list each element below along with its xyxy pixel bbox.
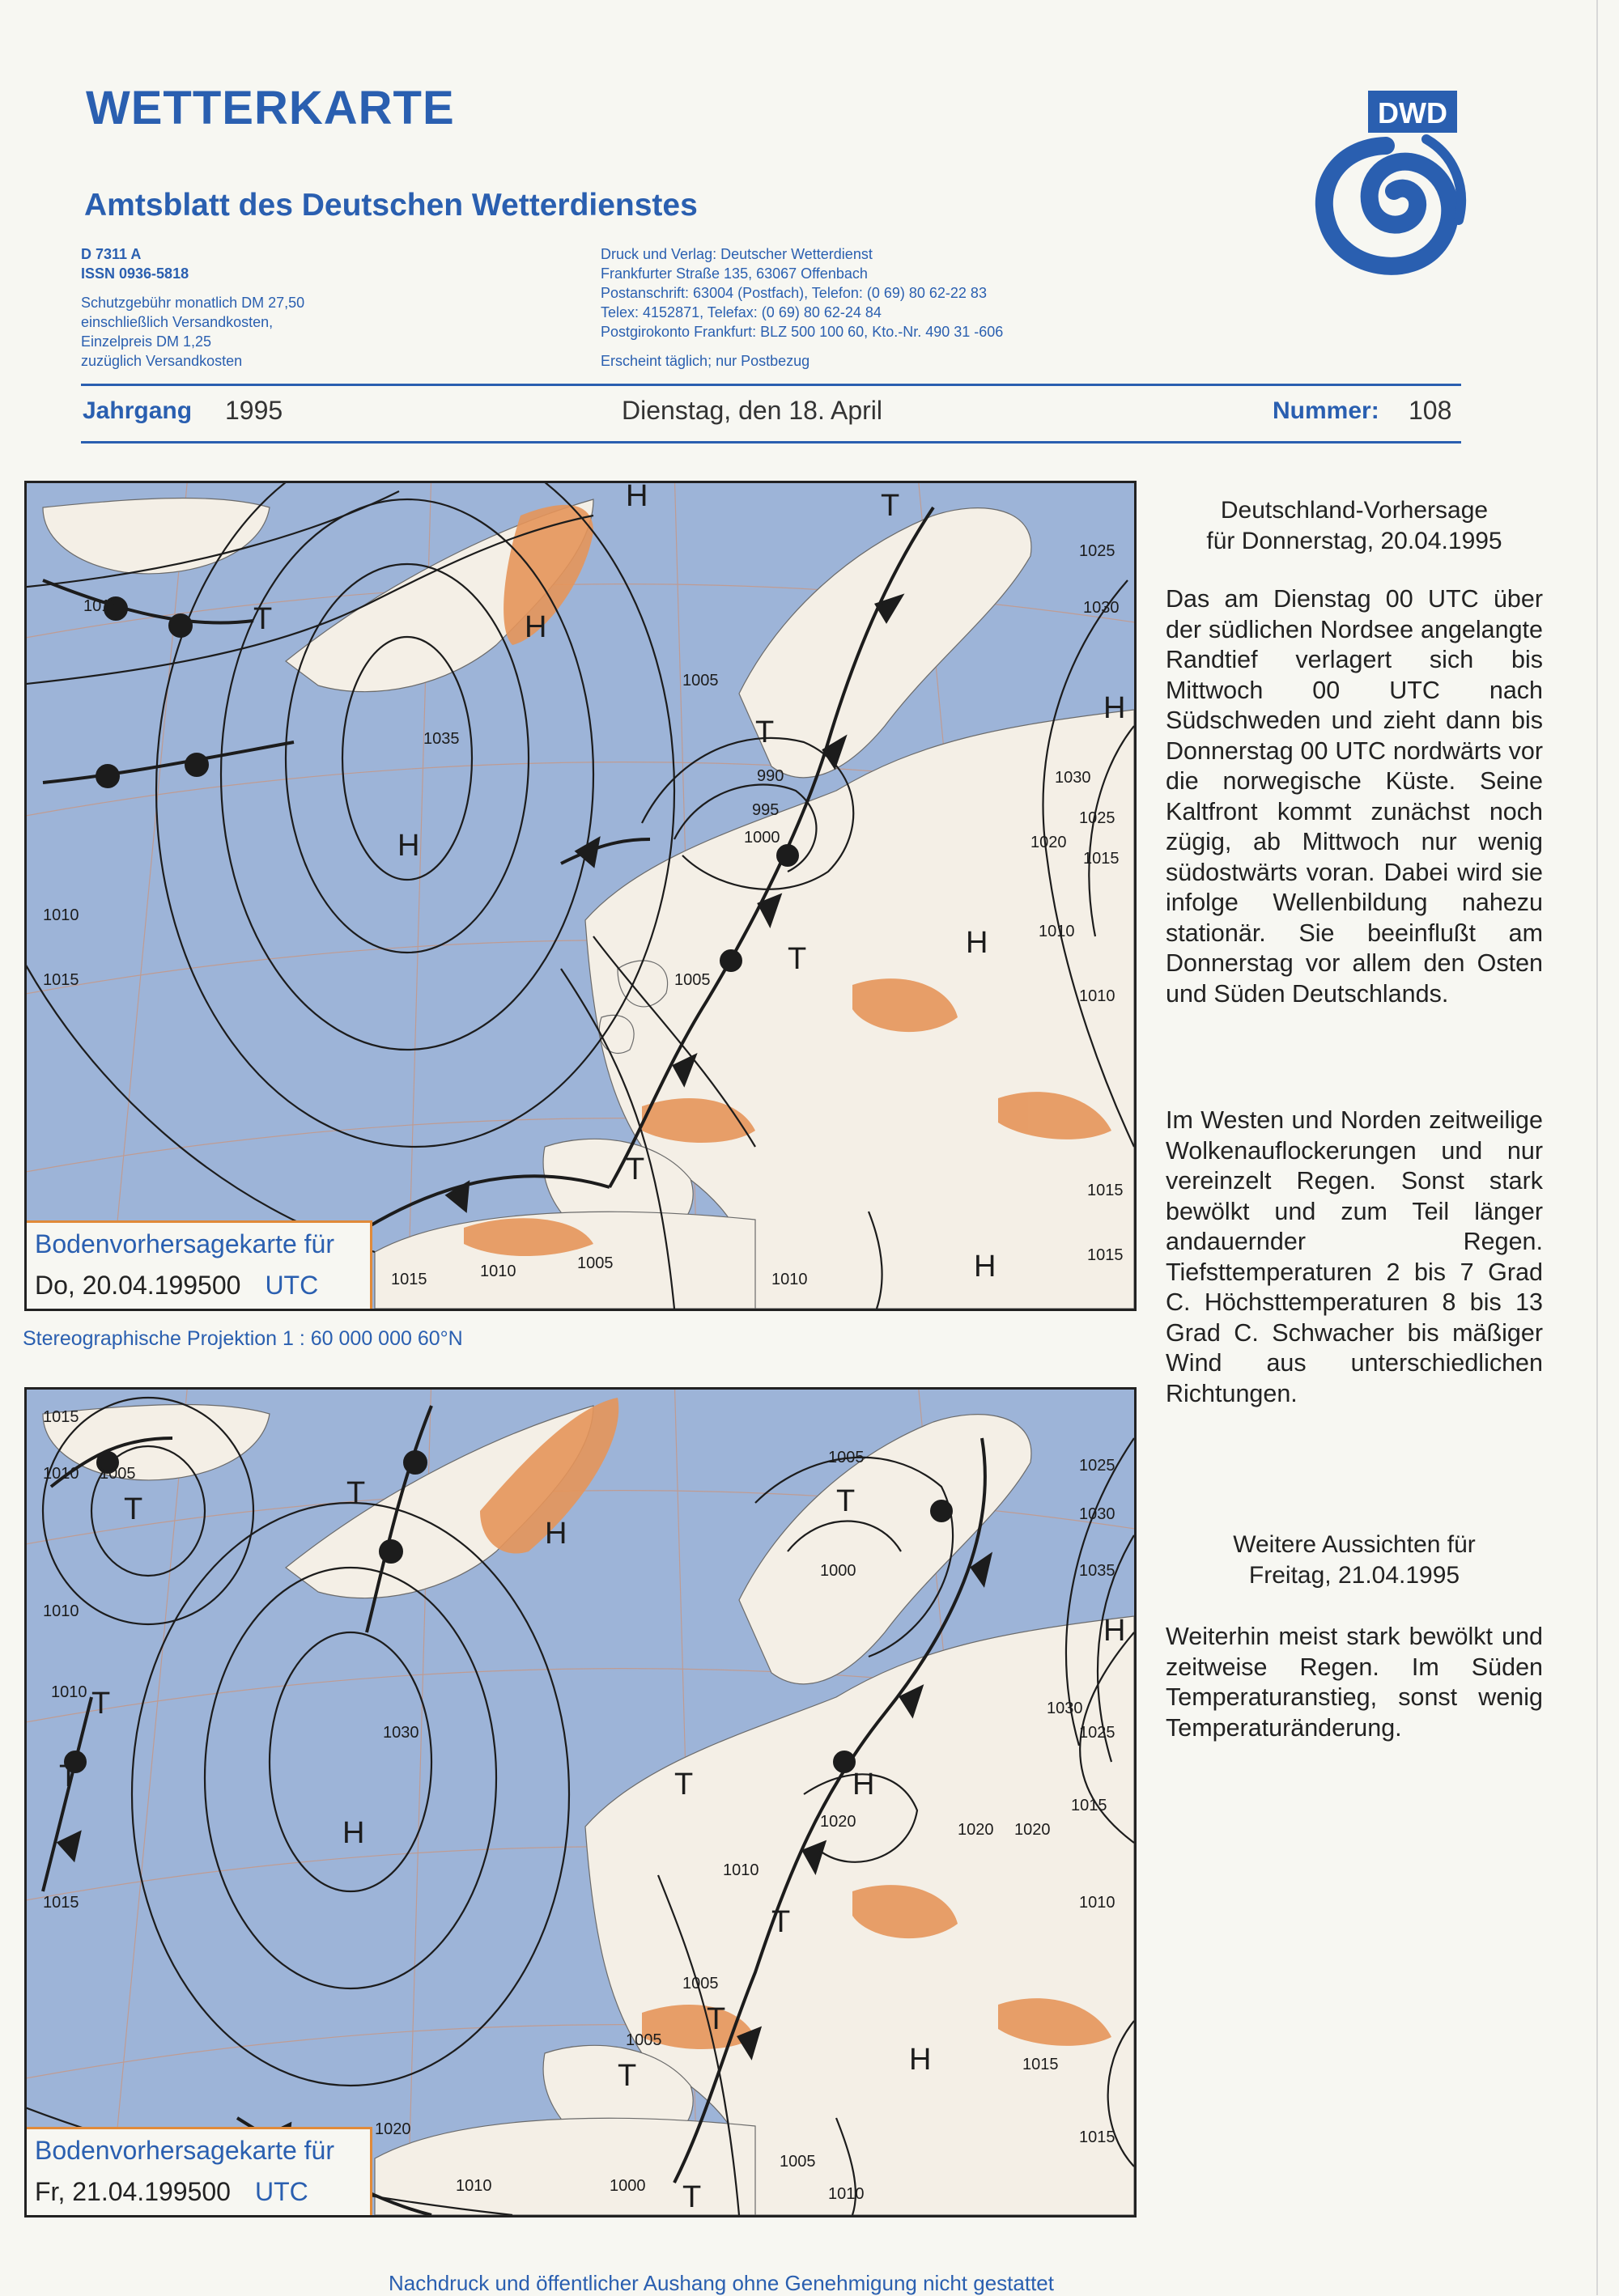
svg-text:1015: 1015 <box>1087 1246 1124 1264</box>
outlook-heading-line: Freitag, 21.04.1995 <box>1248 1562 1460 1589</box>
svg-text:995: 995 <box>752 801 780 819</box>
svg-text:T: T <box>59 1759 79 1793</box>
info-line: Postgirokonto Frankfurt: BLZ 500 100 60, Kto.-Nr. 490 31 -606 <box>601 324 1004 340</box>
svg-text:1010: 1010 <box>43 1602 79 1620</box>
page-fold-line <box>1596 0 1598 2295</box>
page-title: WETTERKARTE <box>86 82 455 134</box>
svg-text:990: 990 <box>757 767 784 785</box>
svg-text:1010: 1010 <box>51 1683 87 1701</box>
forecast-heading <box>1166 495 1543 557</box>
svg-text:1025: 1025 <box>1079 1457 1115 1475</box>
svg-text:1020: 1020 <box>1030 834 1067 851</box>
page-subtitle: Amtsblatt des Deutschen Wetterdienstes <box>84 188 698 223</box>
outlook-text: Weiterhin meist stark bewölkt und zeitweise Regen. Im Süden Temperaturanstieg, sonst wenig Temperaturänderung. <box>1166 1623 1543 1742</box>
svg-text:1010: 1010 <box>1039 923 1075 940</box>
svg-text:H: H <box>626 483 648 513</box>
projection-note: Stereographische Projektion 1 : 60 000 000 60°N <box>23 1327 463 1350</box>
svg-text:H: H <box>525 610 547 644</box>
info-line: Schutzgebühr monatlich DM 27,50 <box>81 295 305 311</box>
svg-text:1000: 1000 <box>820 1562 856 1580</box>
svg-text:1015: 1015 <box>1071 1797 1107 1814</box>
copyright-footer: Nachdruck und öffentlicher Aushang ohne Genehmigung nicht gestattet <box>389 2271 1054 2295</box>
svg-text:1030: 1030 <box>1079 1505 1115 1523</box>
info-line: ISSN 0936-5818 <box>81 265 189 282</box>
info-line: einschließlich Versandkosten, <box>81 314 274 330</box>
svg-text:T: T <box>836 1484 856 1518</box>
svg-text:1010: 1010 <box>723 1861 759 1879</box>
forecast-paragraph <box>1166 1106 1543 1409</box>
svg-text:1020: 1020 <box>820 1813 856 1831</box>
svg-text:1015: 1015 <box>1079 2128 1115 2146</box>
svg-text:1025: 1025 <box>1079 1724 1115 1742</box>
svg-text:1015: 1015 <box>43 1408 79 1426</box>
info-line: Frankfurter Straße 135, 63067 Offenbach <box>601 265 868 282</box>
svg-text:1010: 1010 <box>480 1263 516 1280</box>
forecast-heading-line: Deutschland-Vorhersage <box>1220 497 1489 524</box>
number-label: Nummer: <box>1273 397 1379 424</box>
svg-text:1005: 1005 <box>100 1465 136 1483</box>
map-caption-date: Fr, 21.04.199500 UTC <box>35 2177 308 2206</box>
issue-row <box>81 394 1461 435</box>
info-line: Erscheint täglich; nur Postbezug <box>601 353 810 369</box>
svg-text:H: H <box>342 1816 365 1850</box>
svg-text:1025: 1025 <box>1079 809 1115 827</box>
svg-text:H: H <box>966 926 988 960</box>
info-line: zuzüglich Versandkosten <box>81 353 243 369</box>
svg-text:1010: 1010 <box>828 2185 865 2203</box>
forecast-text: Im Westen und Norden zeitweilige Wolkenauflockerungen und nur vereinzelt Regen. Sonst stark bewölkt und zum Teil länger andauernder Regen. Tiefsttemperaturen 2 bis 7 Grad C. Höchsttemperaturen 8 bis 13 Grad C. Schwacher bis mäßiger Wind aus unterschiedlichen Richtungen. <box>1166 1106 1543 1407</box>
svg-text:T: T <box>253 602 273 636</box>
svg-text:T: T <box>755 715 775 749</box>
svg-text:1035: 1035 <box>1079 1562 1115 1580</box>
svg-text:T: T <box>788 942 807 976</box>
svg-text:1005: 1005 <box>780 2153 816 2171</box>
svg-text:T: T <box>91 1687 111 1721</box>
svg-text:H: H <box>545 1517 567 1551</box>
subscription-info <box>81 244 470 371</box>
info-line: D 7311 A <box>81 246 142 262</box>
info-line: Telex: 4152871, Telefax: (0 69) 80 62-24 84 <box>601 304 882 320</box>
svg-text:1010: 1010 <box>43 906 79 924</box>
svg-text:1005: 1005 <box>682 1975 719 1993</box>
logo-text: DWD <box>1378 96 1447 129</box>
info-line: Einzelpreis DM 1,25 <box>81 333 212 350</box>
outlook-paragraph <box>1166 1622 1543 1743</box>
header-rule <box>81 384 1461 386</box>
info-line: Postanschrift: 63004 (Postfach), Telefon: (0 69) 80 62-22 83 <box>601 285 987 301</box>
svg-text:1010: 1010 <box>456 2177 492 2195</box>
svg-text:1015: 1015 <box>83 597 120 615</box>
header-rule <box>81 441 1461 443</box>
svg-text:1010: 1010 <box>1079 1894 1115 1912</box>
forecast-map-friday <box>24 1387 1137 2217</box>
map-caption-title: Bodenvorhersagekarte für <box>35 1229 334 1258</box>
forecast-heading-line: für Donnerstag, 20.04.1995 <box>1206 528 1502 554</box>
svg-text:1005: 1005 <box>626 2031 662 2049</box>
svg-text:1005: 1005 <box>577 1254 614 1272</box>
svg-text:H: H <box>397 829 420 863</box>
svg-text:1020: 1020 <box>375 2120 411 2138</box>
svg-text:T: T <box>707 2002 726 2036</box>
svg-text:1020: 1020 <box>1014 1821 1051 1839</box>
map-caption-date: Do, 20.04.199500 UTC <box>35 1271 319 1300</box>
svg-text:1010: 1010 <box>43 1465 79 1483</box>
map-caption <box>27 1220 372 1309</box>
svg-text:1015: 1015 <box>391 1271 427 1288</box>
svg-text:T: T <box>124 1492 143 1526</box>
dwd-logo <box>1305 91 1467 293</box>
svg-text:H: H <box>1103 691 1126 725</box>
svg-text:H: H <box>852 1768 875 1802</box>
dwd-spiral-icon <box>1324 139 1461 266</box>
svg-text:1000: 1000 <box>744 829 780 847</box>
svg-text:1030: 1030 <box>383 1724 419 1742</box>
svg-text:T: T <box>682 2180 702 2214</box>
svg-text:1010: 1010 <box>771 1271 808 1288</box>
svg-text:1015: 1015 <box>1087 1182 1124 1199</box>
forecast-text: Das am Dienstag 00 UTC über der südlichen Nordsee angelangte Randtief verlagert sich bis Mittwoch 00 UTC nach Südschweden und zieht dann bis Donnerstag 00 UTC nordwärts vor die norwegische Küste. Seine Kaltfront kommt zunächst noch zügig, ab Mittwoch nur wenig südostwärts voran. Dabei wird sie infolge Wellenbildung nahezu stationär. Sie beeinflußt am Donnerstag vor allem den Osten und Süden Deutschlands. <box>1166 585 1543 1008</box>
svg-text:T: T <box>771 1905 791 1939</box>
svg-text:1030: 1030 <box>1055 769 1091 787</box>
year-label: Jahrgang <box>83 397 193 424</box>
svg-text:1025: 1025 <box>1079 542 1115 560</box>
year-value: 1995 <box>225 396 283 425</box>
svg-text:T: T <box>346 1476 366 1510</box>
map-caption-title: Bodenvorhersagekarte für <box>35 2136 334 2165</box>
svg-text:1015: 1015 <box>1022 2056 1059 2073</box>
svg-text:1010: 1010 <box>1079 987 1115 1005</box>
issue-date: Dienstag, den 18. April <box>622 396 882 425</box>
number-value: 108 <box>1409 396 1452 425</box>
svg-text:1015: 1015 <box>43 971 79 989</box>
info-line: Druck und Verlag: Deutscher Wetterdienst <box>601 246 873 262</box>
svg-text:H: H <box>1103 1614 1126 1648</box>
outlook-heading-line: Weitere Aussichten für <box>1233 1531 1476 1558</box>
forecast-paragraph <box>1166 584 1543 1009</box>
svg-text:T: T <box>881 489 900 523</box>
svg-text:T: T <box>626 1152 645 1186</box>
svg-text:H: H <box>909 2043 932 2077</box>
svg-text:1030: 1030 <box>1083 599 1120 617</box>
svg-text:H: H <box>974 1250 996 1284</box>
svg-text:1000: 1000 <box>610 2177 646 2195</box>
svg-text:1005: 1005 <box>674 971 711 989</box>
svg-text:1015: 1015 <box>1083 850 1120 868</box>
svg-text:T: T <box>674 1768 694 1802</box>
svg-text:1005: 1005 <box>828 1449 865 1466</box>
map-caption <box>27 2127 372 2215</box>
outlook-heading <box>1166 1530 1543 1591</box>
svg-text:1030: 1030 <box>1047 1700 1083 1717</box>
svg-text:1015: 1015 <box>43 1894 79 1912</box>
svg-text:1035: 1035 <box>423 730 460 748</box>
land-masses <box>43 498 1134 1309</box>
publisher-info <box>601 244 1119 371</box>
svg-text:1020: 1020 <box>958 1821 994 1839</box>
forecast-map-thursday <box>24 481 1137 1311</box>
svg-text:T: T <box>618 2059 637 2093</box>
svg-text:1005: 1005 <box>682 672 719 690</box>
